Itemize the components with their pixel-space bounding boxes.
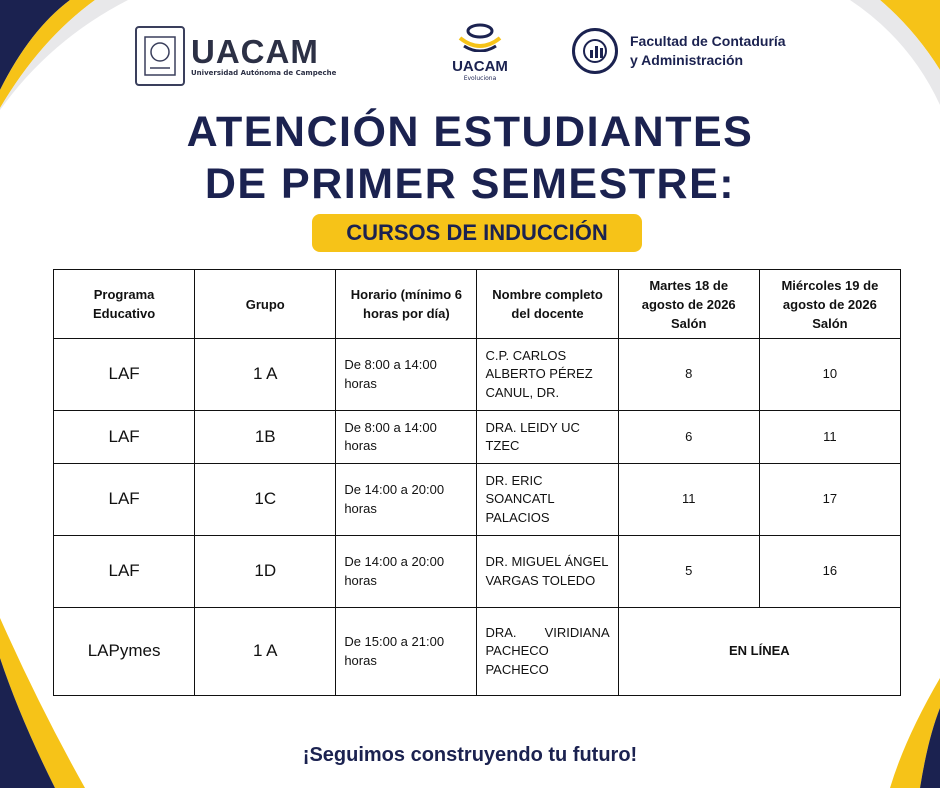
cell-program: LAF xyxy=(54,339,195,411)
cell-teacher: DRA. VIRIDIANA PACHECO PACHECO xyxy=(477,608,618,696)
page-title-line2: DE PRIMER SEMESTRE: xyxy=(204,160,736,208)
center-logo-subtitle: Evoluciona xyxy=(463,75,497,82)
table-row xyxy=(54,536,901,608)
header-teacher: Nombre completo del docente xyxy=(477,270,618,339)
cell-program: LAF xyxy=(54,411,195,464)
cell-online: EN LÍNEA xyxy=(618,608,900,696)
table-row xyxy=(54,411,901,464)
logo-bar xyxy=(0,22,940,92)
stadium-emblem-icon xyxy=(456,22,504,52)
cell-program: LAF xyxy=(54,536,195,608)
header-schedule: Horario (mínimo 6 horas por día) xyxy=(336,270,477,339)
table-row xyxy=(54,464,901,536)
uacam-logo xyxy=(135,26,336,86)
faculty-emblem-icon xyxy=(572,28,618,74)
cell-schedule: De 14:00 a 20:00 horas xyxy=(336,536,477,608)
cell-tuesday: 5 xyxy=(618,536,759,608)
cell-group: 1C xyxy=(195,464,336,536)
table-row xyxy=(54,339,901,411)
cell-tuesday: 8 xyxy=(618,339,759,411)
cell-schedule: De 15:00 a 21:00 horas xyxy=(336,608,477,696)
cell-group: 1 A xyxy=(195,339,336,411)
page-title-line1: ATENCIÓN ESTUDIANTES xyxy=(186,108,754,156)
header-program: Programa Educativo xyxy=(54,270,195,339)
cell-teacher: C.P. CARLOS ALBERTO PÉREZ CANUL, DR. xyxy=(477,339,618,411)
header-wednesday: Miércoles 19 de agosto de 2026 Salón xyxy=(759,270,900,339)
uacam-logo-subtitle: Universidad Autónoma de Campeche xyxy=(191,69,337,77)
cell-schedule: De 8:00 a 14:00 horas xyxy=(336,411,477,464)
cell-tuesday: 6 xyxy=(618,411,759,464)
cell-wednesday: 10 xyxy=(759,339,900,411)
uacam-evoluciona-logo xyxy=(440,22,520,82)
cell-wednesday: 11 xyxy=(759,411,900,464)
cell-program: LAPymes xyxy=(54,608,195,696)
uacam-logo-wordmark: UACAM xyxy=(191,33,319,70)
table-header-row xyxy=(54,270,901,339)
cell-group: 1D xyxy=(195,536,336,608)
cell-program: LAF xyxy=(54,464,195,536)
cell-wednesday: 17 xyxy=(759,464,900,536)
courses-badge: CURSOS DE INDUCCIÓN xyxy=(312,214,642,252)
page-title xyxy=(0,106,940,210)
cell-group: 1B xyxy=(195,411,336,464)
cell-teacher: DR. ERIC SOANCATL PALACIOS xyxy=(477,464,618,536)
cell-wednesday: 16 xyxy=(759,536,900,608)
faculty-logo xyxy=(572,28,786,74)
cell-schedule: De 8:00 a 14:00 horas xyxy=(336,339,477,411)
center-logo-wordmark: UACAM xyxy=(452,58,508,75)
cell-teacher: DR. MIGUEL ÁNGEL VARGAS TOLEDO xyxy=(477,536,618,608)
cell-group: 1 A xyxy=(195,608,336,696)
cell-schedule: De 14:00 a 20:00 horas xyxy=(336,464,477,536)
footer-slogan: ¡Seguimos construyendo tu futuro! xyxy=(302,744,638,766)
cell-teacher: DRA. LEIDY UC TZEC xyxy=(477,411,618,464)
table-row xyxy=(54,608,901,696)
header-tuesday: Martes 18 de agosto de 2026 Salón xyxy=(618,270,759,339)
university-seal-icon xyxy=(135,26,185,86)
schedule-table xyxy=(53,269,901,696)
faculty-name-line1: Facultad de Contaduría xyxy=(630,33,786,49)
faculty-name-line2: y Administración xyxy=(630,52,744,68)
cell-tuesday: 11 xyxy=(618,464,759,536)
header-group: Grupo xyxy=(195,270,336,339)
